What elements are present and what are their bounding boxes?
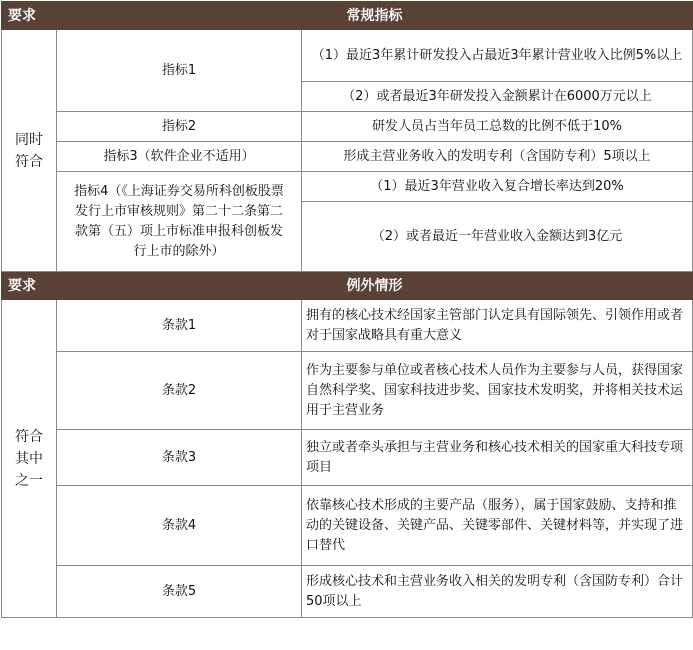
indicator-4-criterion-2: （2）或者最近一年营业收入金额达到3亿元 (302, 202, 693, 272)
section1-row-1a (2, 30, 693, 82)
section1-row-4a (2, 172, 693, 202)
section2-group-label (2, 300, 57, 618)
indicator-3-criterion: 形成主营业务收入的发明专利（含国防专利）5项以上 (302, 142, 693, 172)
clause-1-label: 条款1 (57, 300, 302, 352)
clause-3-label: 条款3 (57, 430, 302, 486)
section1-group-label (2, 30, 57, 272)
section1-row-2 (2, 112, 693, 142)
clause-2-text: 作为主要参与单位或者核心技术人员作为主要参与人员，获得国家自然科学奖、国家科技进步奖、国家技术发明奖，并将相关技术运用于主营业务 (302, 352, 693, 430)
clause-5-text: 形成核心技术和主营业务收入相关的发明专利（含国防专利）合计50项以上 (302, 566, 693, 618)
clause-4-text: 依靠核心技术形成的主要产品（服务），属于国家鼓励、支持和推动的关键设备、关键产品、关键零部件、关键材料等，并实现了进口替代 (302, 486, 693, 566)
indicator-1-criterion-2: （2）或者最近3年研发投入金额累计在6000万元以上 (302, 82, 693, 112)
indicator-4-label: 指标4（《上海证券交易所科创板股票发行上市审核规则》第二十二条第二款第（五）项上市标准申报科创板发行上市的除外） (57, 172, 302, 272)
indicator-3-label: 指标3（软件企业不适用） (57, 142, 302, 172)
group-label-text: 符合其中之一 (15, 428, 43, 489)
clause-2-label: 条款2 (57, 352, 302, 430)
section2-row-2 (2, 352, 693, 430)
indicator-2-criterion: 研发人员占当年员工总数的比例不低于10% (302, 112, 693, 142)
indicator-2-label: 指标2 (57, 112, 302, 142)
section2-row-1 (2, 300, 693, 352)
clause-3-text: 独立或者牵头承担与主营业务和核心技术相关的国家重大科技专项项目 (302, 430, 693, 486)
section1-row-3 (2, 142, 693, 172)
section2-row-5 (2, 566, 693, 618)
section1-title-header: 常规指标 (57, 2, 693, 30)
section2-row-3 (2, 430, 693, 486)
section2-req-header: 要求 (2, 272, 57, 300)
section1-header-row (2, 2, 693, 30)
clause-5-label: 条款5 (57, 566, 302, 618)
indicator-4-criterion-1: （1）最近3年营业收入复合增长率达到20% (302, 172, 693, 202)
indicator-1-criterion-1: （1）最近3年累计研发投入占最近3年累计营业收入比例5%以上 (302, 30, 693, 82)
group-label-text: 同时符合 (15, 131, 43, 170)
indicator-1-label: 指标1 (57, 30, 302, 112)
clause-4-label: 条款4 (57, 486, 302, 566)
clause-1-text: 拥有的核心技术经国家主管部门认定具有国际领先、引领作用或者对于国家战略具有重大意义 (302, 300, 693, 352)
section2-row-4 (2, 486, 693, 566)
section2-title-header: 例外情形 (57, 272, 693, 300)
section2-header-row (2, 272, 693, 300)
section1-req-header: 要求 (2, 2, 57, 30)
listing-criteria-table (1, 1, 693, 618)
